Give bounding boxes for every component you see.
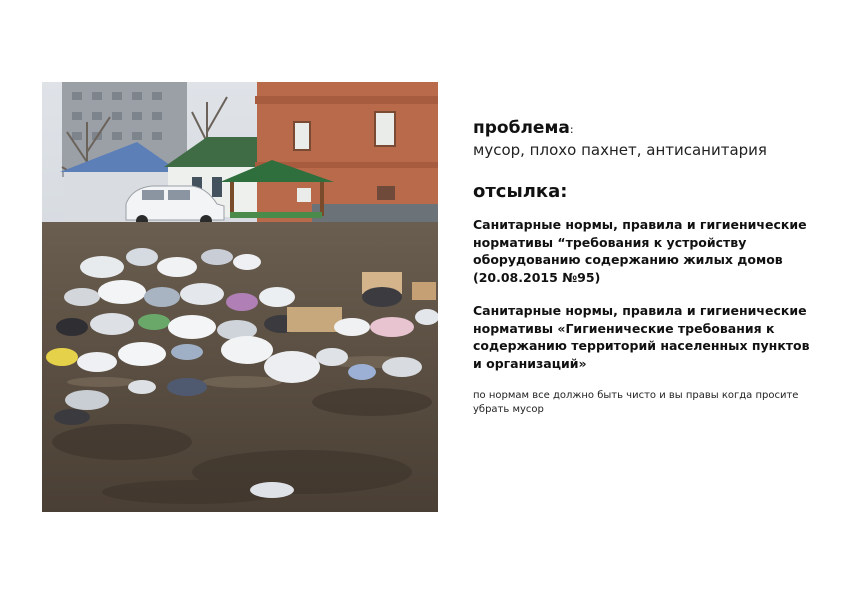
garbage-photo [42, 82, 438, 512]
problem-heading [473, 118, 813, 140]
conclusion-note: по нормам все должно быть чисто и вы правы когда просите убрать мусор [473, 390, 799, 415]
text-panel [473, 118, 813, 417]
reference-item-1: Санитарные нормы, правила и гигиенические нормативы “требования к устройству оборудованию содержанию жилых домов (20.08.2015 №95) [473, 217, 807, 285]
reference-item-2: Санитарные нормы, правила и гигиенические нормативы «Гигиенические требования к содержанию территорий населенных пунктов и организаций» [473, 303, 810, 371]
problem-heading-label: проблема [473, 118, 570, 138]
problem-heading-colon: : [569, 123, 574, 136]
problem-text: мусор, плохо пахнет, антисанитария [473, 141, 767, 159]
reference-heading: отсылка: [473, 181, 568, 202]
